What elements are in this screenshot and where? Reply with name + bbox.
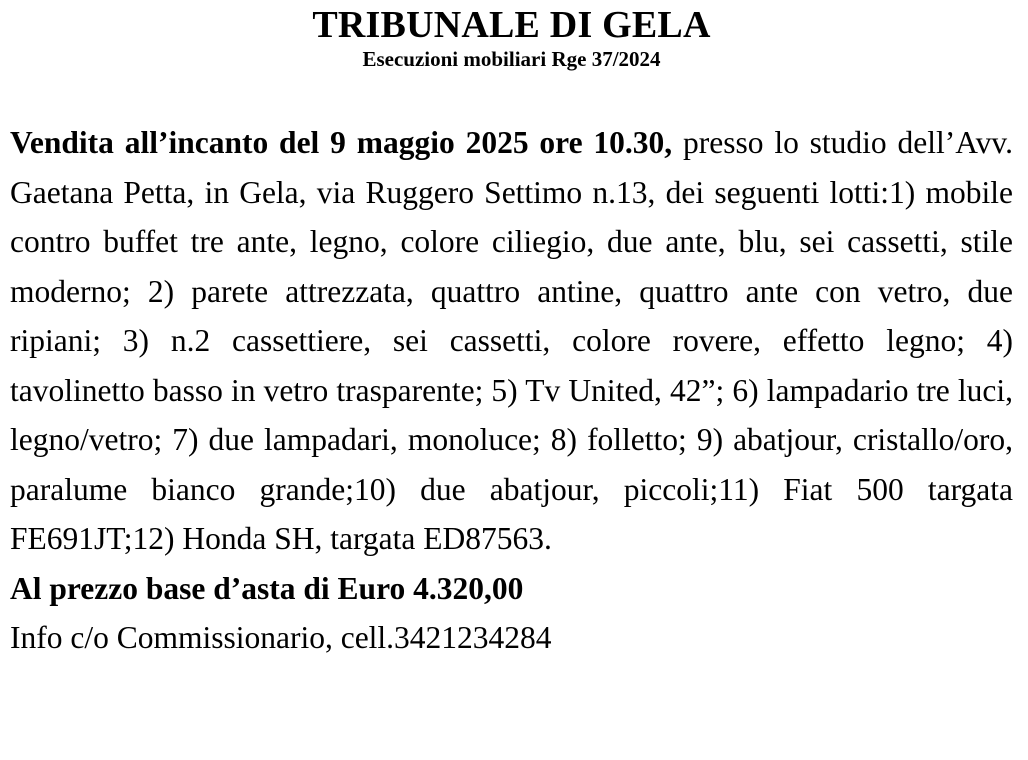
contact-info: Info c/o Commissionario, cell.3421234284 (10, 620, 552, 655)
court-title: TRIBUNALE DI GELA (312, 4, 711, 46)
lots-list-text: presso lo studio dell’Avv. Gaetana Petta, in Gela, via Ruggero Settimo n.13, dei seguenti lotti:1) mobile contro buffet tre ante, legno, colore ciliegio, due ante, blu, sei cassetti, stile moderno; 2) parete attrezzata, quattro antine, quattro ante con vetro, due ripiani; 3) n.2 cassettiere, sei cassetti, colore rovere, effetto legno; 4) tavolinetto basso in vetro trasparente; 5) Tv United, 42”; 6) lampadario tre luci, legno/vetro; 7) due lampadari, monoluce; 8) folletto; 9) abatjour, cristallo/oro, paralume bianco grande;10) due abatjour, piccoli;11) Fiat 500 targata FE691JT;12) Honda SH, targata ED87563. (10, 125, 1013, 556)
auction-description (10, 118, 1013, 564)
auction-date-lead: Vendita all’incanto del 9 maggio 2025 ore 10.30, (10, 125, 673, 160)
notice-document (10, 0, 1013, 663)
case-reference: Esecuzioni mobiliari Rge 37/2024 (362, 47, 661, 71)
base-price: Al prezzo base d’asta di Euro 4.320,00 (10, 570, 524, 606)
